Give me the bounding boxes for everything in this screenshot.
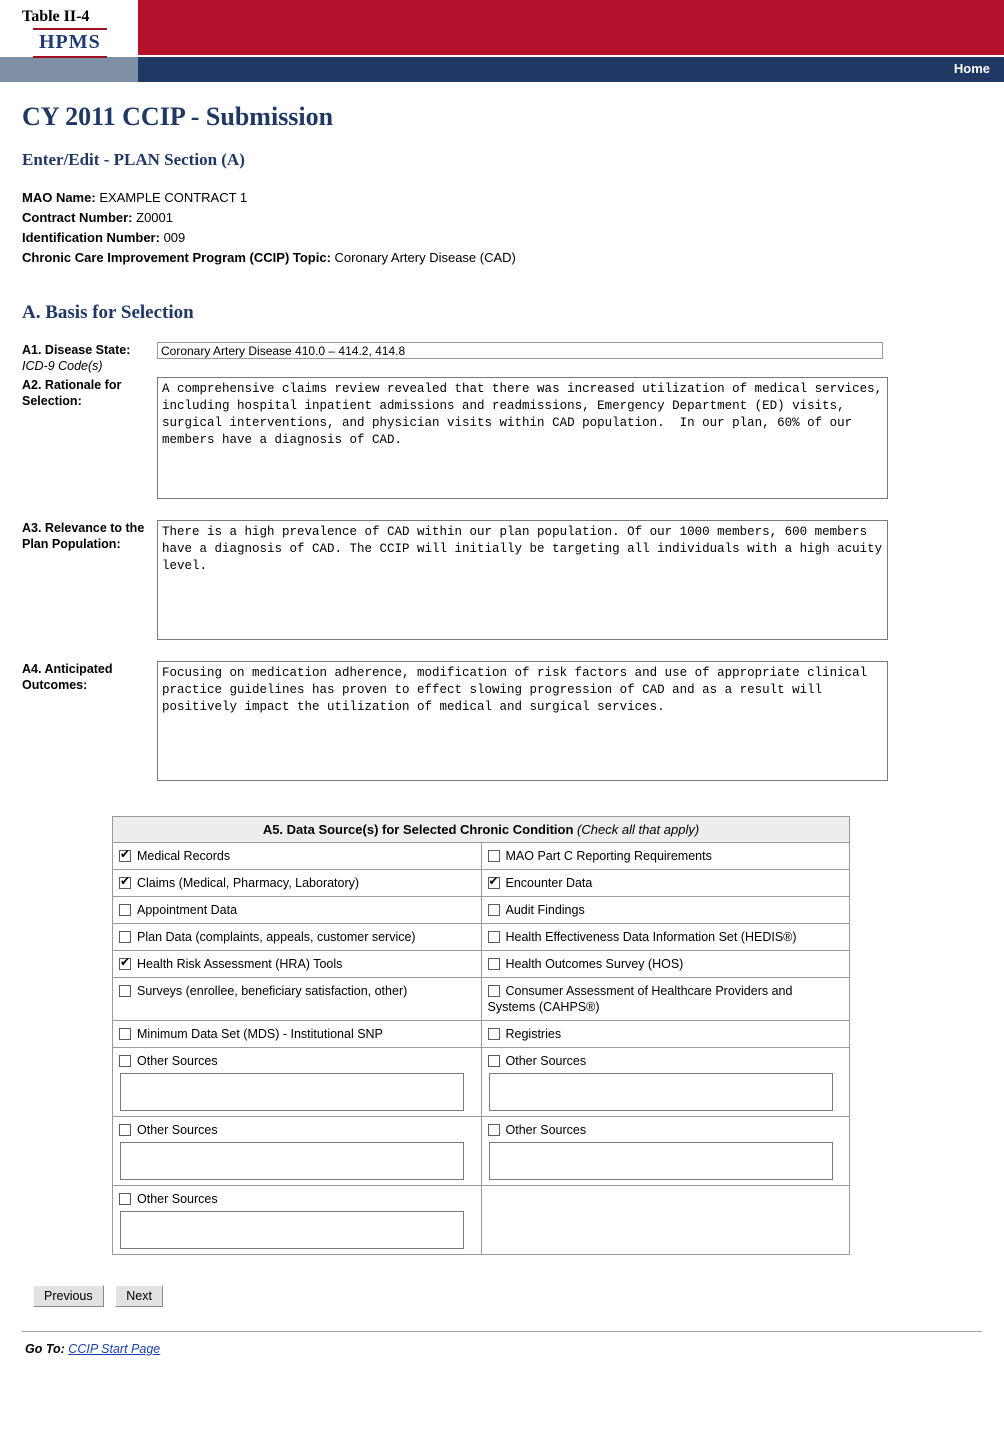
data-source-option[interactable]	[488, 957, 684, 971]
checkbox-icon[interactable]	[119, 931, 131, 943]
field-a4	[0, 661, 1004, 784]
checkbox-icon[interactable]	[488, 1124, 500, 1136]
data-source-option[interactable]	[119, 1027, 383, 1041]
table-row	[113, 978, 850, 1021]
data-source-option[interactable]	[488, 876, 593, 890]
data-sources-heading-text: A5. Data Source(s) for Selected Chronic Condition	[262, 822, 574, 837]
other-source-textarea[interactable]	[489, 1073, 833, 1111]
field-a2-label: A2. Rationale for Selection:	[22, 378, 122, 408]
other-source-textarea[interactable]	[120, 1211, 464, 1249]
checkbox-icon[interactable]	[119, 850, 131, 862]
data-source-option[interactable]	[119, 1053, 475, 1073]
checkbox-icon[interactable]	[488, 985, 500, 997]
checkbox-icon[interactable]	[119, 1055, 131, 1067]
data-source-cell	[481, 1117, 850, 1186]
checkbox-icon[interactable]	[488, 1055, 500, 1067]
checkbox-icon[interactable]	[119, 877, 131, 889]
field-a3-control	[157, 520, 1004, 643]
field-a1-label	[22, 342, 147, 374]
data-source-cell	[113, 1021, 482, 1048]
meta-row-contract-number	[22, 208, 1004, 228]
data-source-label: Other Sources	[505, 1054, 587, 1068]
data-source-label: Other Sources	[137, 1123, 218, 1137]
data-sources-table	[112, 816, 850, 1255]
other-source-textarea[interactable]	[120, 1142, 464, 1180]
checkbox-icon[interactable]	[488, 931, 500, 943]
data-source-option[interactable]	[119, 876, 359, 890]
table-row	[113, 1186, 850, 1255]
next-button[interactable]: Next	[115, 1285, 163, 1307]
data-source-label: Claims (Medical, Pharmacy, Laboratory)	[137, 876, 360, 890]
field-a3	[0, 520, 1004, 643]
data-source-option[interactable]	[119, 1191, 475, 1211]
footer-goto	[25, 1342, 1004, 1356]
table-row	[113, 1021, 850, 1048]
data-source-label: Medical Records	[137, 849, 231, 863]
checkbox-icon[interactable]	[488, 877, 500, 889]
checkbox-icon[interactable]	[119, 1193, 131, 1205]
data-source-option[interactable]	[119, 984, 407, 998]
data-source-label: MAO Part C Reporting Requirements	[505, 849, 712, 863]
checkbox-icon[interactable]	[119, 1028, 131, 1040]
other-source-textarea[interactable]	[120, 1073, 464, 1111]
checkbox-icon[interactable]	[488, 1028, 500, 1040]
field-a4-control	[157, 661, 1004, 784]
data-source-label: Other Sources	[505, 1123, 587, 1137]
data-source-cell	[481, 870, 850, 897]
data-source-label: Registries	[505, 1027, 562, 1041]
ccip-start-page-link[interactable]: CCIP Start Page	[68, 1342, 161, 1356]
table-row	[113, 1117, 850, 1186]
data-source-cell	[113, 1048, 482, 1117]
disease-state-input[interactable]	[157, 342, 883, 359]
data-source-label: Appointment Data	[137, 903, 238, 917]
data-source-cell	[113, 1117, 482, 1186]
hpms-logo: HPMS	[33, 28, 107, 58]
checkbox-icon[interactable]	[119, 985, 131, 997]
data-source-cell	[481, 1048, 850, 1117]
home-link[interactable]: Home	[953, 61, 990, 76]
checkbox-icon[interactable]	[488, 904, 500, 916]
table-row	[113, 843, 850, 870]
data-source-label: Other Sources	[137, 1054, 218, 1068]
checkbox-icon[interactable]	[488, 958, 500, 970]
data-source-cell	[481, 924, 850, 951]
data-source-option[interactable]	[488, 984, 793, 1014]
checkbox-icon[interactable]	[119, 904, 131, 916]
field-a2-control	[157, 377, 1004, 502]
table-row	[113, 924, 850, 951]
ccip-topic-value: Coronary Artery Disease (CAD)	[334, 250, 516, 265]
rationale-textarea[interactable]	[157, 377, 888, 499]
table-row	[113, 897, 850, 924]
data-source-label: Health Outcomes Survey (HOS)	[505, 957, 684, 971]
data-source-label: Surveys (enrollee, beneficiary satisfaction, other)	[137, 984, 408, 998]
field-a3-label: A3. Relevance to the Plan Population:	[22, 521, 145, 551]
table-row	[113, 951, 850, 978]
data-source-cell-empty	[481, 1186, 850, 1255]
site-header	[0, 0, 1004, 82]
data-source-option[interactable]	[488, 1122, 844, 1142]
checkbox-icon[interactable]	[488, 850, 500, 862]
data-source-option[interactable]	[119, 1122, 475, 1142]
ccip-topic-label: Chronic Care Improvement Program (CCIP) Topic:	[22, 250, 331, 265]
data-source-option[interactable]	[488, 903, 585, 917]
data-source-label: Encounter Data	[505, 876, 593, 890]
mao-name-label: MAO Name:	[22, 190, 96, 205]
header-nav-bar	[138, 57, 1004, 82]
data-sources-body	[113, 843, 850, 1255]
data-source-cell	[113, 924, 482, 951]
checkbox-icon[interactable]	[119, 958, 131, 970]
header-nav-left-filler	[0, 57, 138, 82]
data-source-label: Audit Findings	[505, 903, 585, 917]
field-a2	[0, 377, 1004, 502]
meta-row-mao-name	[22, 188, 1004, 208]
data-source-option[interactable]	[488, 849, 712, 863]
data-source-label: Health Effectiveness Data Information Set (HEDIS®)	[505, 930, 797, 944]
goto-label: Go To:	[25, 1342, 65, 1356]
data-sources-heading-note: (Check all that apply)	[577, 822, 700, 837]
data-sources-heading	[113, 817, 850, 843]
field-a1-control	[157, 342, 1004, 359]
footer-divider	[22, 1331, 982, 1332]
data-sources-section	[112, 816, 850, 1255]
contract-number-value: Z0001	[136, 210, 174, 225]
data-source-option[interactable]	[119, 957, 342, 971]
identification-number-value: 009	[163, 230, 186, 245]
data-source-label: Other Sources	[137, 1192, 218, 1206]
table-row	[113, 1048, 850, 1117]
data-source-option[interactable]	[119, 849, 230, 863]
meta-row-identification-number	[22, 228, 1004, 248]
contract-number-label: Contract Number:	[22, 210, 133, 225]
data-source-cell	[113, 978, 482, 1021]
contract-meta-block	[22, 188, 1004, 268]
page-subtitle: Enter/Edit - PLAN Section (A)	[22, 150, 245, 169]
data-source-cell	[481, 897, 850, 924]
data-source-option[interactable]	[119, 930, 416, 944]
data-source-cell	[113, 1186, 482, 1255]
table-row	[113, 870, 850, 897]
data-source-option[interactable]	[488, 1053, 844, 1073]
data-source-option[interactable]	[119, 903, 237, 917]
logo-container	[0, 0, 138, 57]
data-source-cell	[113, 870, 482, 897]
data-source-cell	[481, 951, 850, 978]
field-a1-label-text: A1. Disease State:	[22, 343, 131, 357]
field-a4-label: A4. Anticipated Outcomes:	[22, 662, 113, 692]
data-source-cell	[481, 1021, 850, 1048]
relevance-textarea[interactable]	[157, 520, 888, 640]
data-source-cell	[113, 897, 482, 924]
data-source-label: Consumer Assessment of Healthcare Providers and Systems (CAHPS®)	[487, 984, 793, 1014]
data-source-label: Plan Data (complaints, appeals, customer service)	[137, 930, 416, 944]
other-source-textarea[interactable]	[489, 1142, 833, 1180]
field-a1	[0, 342, 1004, 373]
data-source-label: Health Risk Assessment (HRA) Tools	[137, 957, 343, 971]
data-source-cell	[113, 843, 482, 870]
data-source-option[interactable]	[488, 1027, 562, 1041]
data-source-cell	[481, 978, 850, 1021]
meta-row-ccip-topic	[22, 248, 1004, 268]
page-title: CY 2011 CCIP - Submission	[22, 102, 334, 131]
identification-number-label: Identification Number:	[22, 230, 160, 245]
data-source-cell	[113, 951, 482, 978]
data-source-cell	[481, 843, 850, 870]
anticipated-outcomes-textarea[interactable]	[157, 661, 888, 781]
data-source-label: Minimum Data Set (MDS) - Institutional SNP	[137, 1027, 383, 1041]
table-label: Table II-4	[22, 8, 90, 25]
data-source-option[interactable]	[488, 930, 797, 944]
mao-name-value: EXAMPLE CONTRACT 1	[99, 190, 248, 205]
header-red-banner	[138, 0, 1004, 57]
field-a1-sublabel: ICD-9 Code(s)	[22, 359, 103, 373]
checkbox-icon[interactable]	[119, 1124, 131, 1136]
section-a-title: A. Basis for Selection	[22, 302, 194, 323]
previous-button[interactable]: Previous	[33, 1285, 104, 1307]
table-header-row	[113, 817, 850, 843]
form-button-row	[33, 1285, 1004, 1307]
